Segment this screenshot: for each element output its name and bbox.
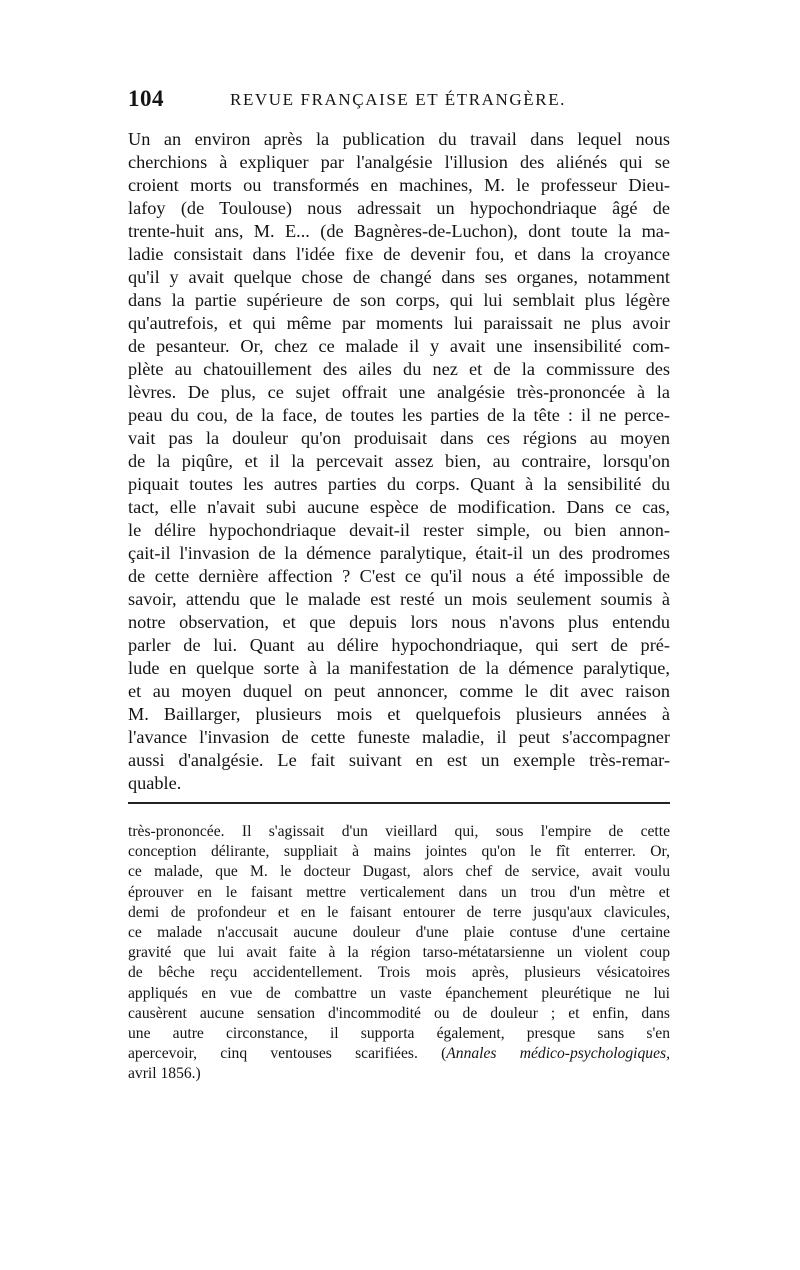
body-line: croient morts ou transformés en machines, M. le professeur Dieu-: [128, 175, 670, 195]
running-title: REVUE FRANÇAISE ET ÉTRANGÈRE.: [230, 90, 567, 109]
body-line: aussi d'analgésie. Le fait suivant en est un exemple très-remar-: [128, 750, 670, 770]
journal-title: Annales médico-psychologiques,: [446, 1045, 670, 1063]
body-line: qu'il y avait quelque chose de changé dans ses organes, notamment: [128, 267, 670, 287]
body-line: quable.: [128, 773, 182, 793]
body-line: çait-il l'invasion de la démence paralytique, était-il un des prodromes: [128, 543, 670, 563]
page-header: [128, 86, 670, 116]
body-line: ladie consistait dans l'idée fixe de devenir fou, et dans la croyance: [128, 244, 670, 264]
body-line: M. Baillarger, plusieurs mois et quelquefois plusieurs années à: [128, 704, 670, 724]
body-line: de pesanteur. Or, chez ce malade il y avait une insensibilité com-: [128, 336, 670, 356]
body-line: piquait toutes les autres parties du corps. Quant à la sensibilité du: [128, 474, 670, 494]
body-line: parler de lui. Quant au délire hypochondriaque, qui sert de pré-: [128, 635, 670, 655]
footnote-line: demi de profondeur et en le faisant entourer de terre jusqu'aux clavicules,: [128, 903, 670, 921]
footnote-line: appliqués en vue de combattre un vaste épanchement pleurétique ne lui: [128, 984, 670, 1002]
body-line: notre observation, et que depuis lors nous n'avons plus entendu: [128, 612, 670, 632]
body-line: l'avance l'invasion de cette funeste maladie, il peut s'accompagner: [128, 727, 670, 747]
body-line: peau du cou, de la face, de toutes les parties de la tête : il ne perce-: [128, 405, 670, 425]
footnote-line: ce malade n'accusait aucune douleur d'une plaie contuse d'une certaine: [128, 924, 670, 941]
body-line: Un an environ après la publication du travail dans lequel nous: [128, 129, 670, 149]
footnote-line: conception délirante, suppliait à mains jointes qu'on le fît enterrer. Or,: [128, 843, 670, 861]
body-line: de la piqûre, et il la percevait assez bien, au contraire, lorsqu'on: [128, 451, 670, 471]
body-line: et au moyen duquel on peut annoncer, comme le dit avec raison: [128, 681, 670, 701]
body-line: tact, elle n'avait subi aucune espèce de modification. Dans ce cas,: [128, 497, 670, 517]
footnote-line: avril 1856.): [128, 1065, 201, 1083]
body-line: trente-huit ans, M. E... (de Bagnères-de-Luchon), dont toute la ma-: [128, 221, 670, 241]
footnote-line: [128, 1044, 670, 1064]
body-line: dans la partie supérieure de son corps, qui lui semblait plus légère: [128, 290, 670, 310]
body-line: plète au chatouillement des ailes du nez et de la commissure des: [128, 359, 670, 379]
footnote-line: de bêche reçu accidentellement. Trois mois après, plusieurs vésicatoires: [128, 964, 670, 982]
footnote-line: gravité que lui avait faite à la région tarso-métatarsienne un violent coup: [128, 944, 670, 962]
body-line: qu'autrefois, et qui même par moments lui paraissait ne plus avoir: [128, 313, 670, 333]
footnote-line: causèrent aucune sensation d'incommodité ou de douleur ; et enfin, dans: [128, 1004, 670, 1022]
body-line: vait pas la douleur qu'on produisait dans ces régions au moyen: [128, 428, 670, 448]
footnote-line: une autre circonstance, il supporta également, presque sans s'en: [128, 1025, 670, 1042]
body-line: cherchions à expliquer par l'analgésie l'illusion des aliénés qui se: [128, 152, 670, 172]
body-line: lude en quelque sorte à la manifestation de la démence paralytique,: [128, 658, 670, 678]
body-line: savoir, attendu que le malade est resté un mois seulement soumis à: [128, 589, 670, 609]
body-line: le délire hypochondriaque devait-il rester simple, ou bien annon-: [128, 520, 670, 540]
body-line: de cette dernière affection ? C'est ce qu'il nous a été impossible de: [128, 566, 670, 586]
footnote-separator: [128, 802, 670, 804]
body-line: lafoy (de Toulouse) nous adressait un hypochondriaque âgé de: [128, 198, 670, 218]
body-line: lèvres. De plus, ce sujet offrait une analgésie très-prononcée à la: [128, 382, 670, 402]
page-number: 104: [128, 86, 164, 111]
footnote-text: apercevoir, cinq ventouses scarifiées. (: [128, 1045, 447, 1063]
footnote-line: ce malade, que M. le docteur Dugast, alors chef de service, avait voulu: [128, 863, 670, 881]
footnote-line: très-prononcée. Il s'agissait d'un vieillard qui, sous l'empire de cette: [128, 823, 670, 840]
footnote-line: éprouver en le faisant mettre verticalement dans un trou d'un mètre et: [128, 883, 670, 901]
